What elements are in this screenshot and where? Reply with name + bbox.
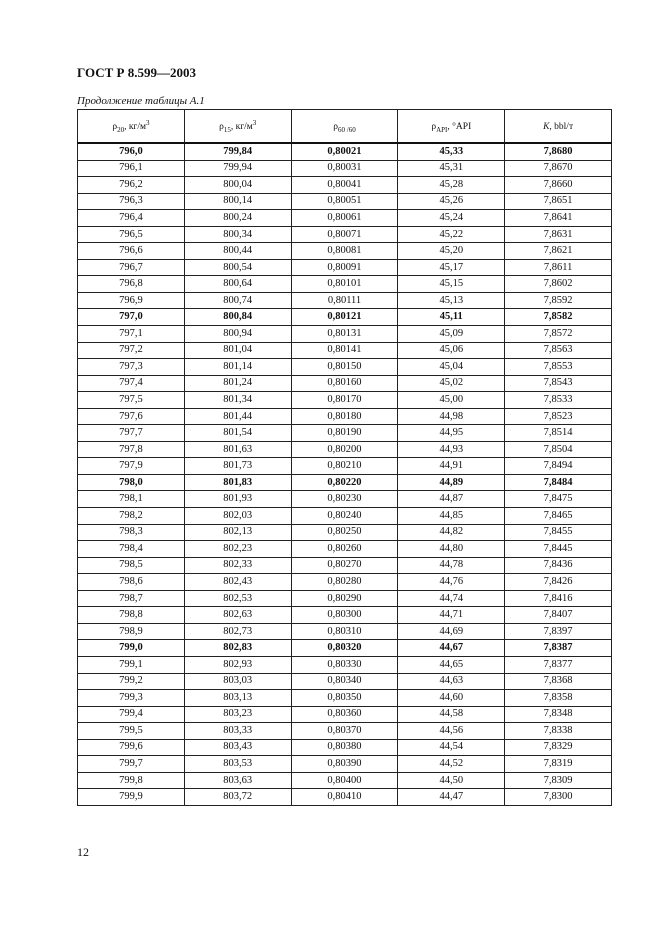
table-cell: 0,80310: [291, 623, 398, 640]
table-cell: 0,80290: [291, 590, 398, 607]
table-row: [78, 607, 612, 624]
table-cell: 7,8338: [505, 723, 612, 740]
table-cell: 796,1: [78, 160, 185, 177]
table-cell: 803,72: [184, 789, 291, 806]
column-header-rho20: $\rho_{20}$, $кг/м^3$: [78, 110, 185, 144]
table-row: [78, 342, 612, 359]
table-cell: 802,63: [184, 607, 291, 624]
table-cell: 800,64: [184, 276, 291, 293]
table-cell: 44,87: [398, 491, 505, 508]
table-row: [78, 590, 612, 607]
table-cell: 799,8: [78, 772, 185, 789]
table-row: [78, 243, 612, 260]
table-cell: 800,24: [184, 210, 291, 227]
table-cell: 797,8: [78, 441, 185, 458]
table-cell: 44,93: [398, 441, 505, 458]
table-cell: 798,7: [78, 590, 185, 607]
table-cell: 0,80081: [291, 243, 398, 260]
table-cell: 7,8670: [505, 160, 612, 177]
table-cell: 7,8572: [505, 326, 612, 343]
table-cell: 801,54: [184, 425, 291, 442]
table-cell: 44,63: [398, 673, 505, 690]
table-cell: 803,53: [184, 756, 291, 773]
table-cell: 799,0: [78, 640, 185, 657]
table-cell: 7,8494: [505, 458, 612, 475]
table-cell: 802,23: [184, 541, 291, 558]
table-cell: 44,82: [398, 524, 505, 541]
table-cell: 797,2: [78, 342, 185, 359]
table-cell: 800,04: [184, 177, 291, 194]
table-cell: 799,9: [78, 789, 185, 806]
table-row: [78, 557, 612, 574]
table-cell: 803,43: [184, 739, 291, 756]
table-cell: 802,73: [184, 623, 291, 640]
table-cell: 7,8465: [505, 508, 612, 525]
table-cell: 0,80340: [291, 673, 398, 690]
table-row: [78, 739, 612, 756]
table-cell: 800,54: [184, 259, 291, 276]
table-cell: 44,85: [398, 508, 505, 525]
table-cell: 44,76: [398, 574, 505, 591]
table-cell: 801,24: [184, 375, 291, 392]
table-cell: 7,8631: [505, 226, 612, 243]
table-cell: 7,8377: [505, 656, 612, 673]
table-row: [78, 276, 612, 293]
table-cell: 796,0: [78, 143, 185, 160]
table-cell: 7,8348: [505, 706, 612, 723]
table-cell: 44,47: [398, 789, 505, 806]
table-cell: 801,04: [184, 342, 291, 359]
table-cell: 0,80360: [291, 706, 398, 723]
table-cell: 44,78: [398, 557, 505, 574]
table-cell: 0,80370: [291, 723, 398, 740]
table-cell: 0,80150: [291, 359, 398, 376]
table-cell: 798,8: [78, 607, 185, 624]
table-cell: 799,6: [78, 739, 185, 756]
table-cell: 802,83: [184, 640, 291, 657]
table-cell: 0,80260: [291, 541, 398, 558]
table-cell: 798,1: [78, 491, 185, 508]
table-cell: 802,13: [184, 524, 291, 541]
table-cell: 45,28: [398, 177, 505, 194]
table-cell: 796,5: [78, 226, 185, 243]
table-cell: 800,84: [184, 309, 291, 326]
table-cell: 800,74: [184, 292, 291, 309]
table-cell: 7,8309: [505, 772, 612, 789]
table-cell: 797,3: [78, 359, 185, 376]
table-cell: 802,93: [184, 656, 291, 673]
table-cell: 7,8329: [505, 739, 612, 756]
table-cell: 797,1: [78, 326, 185, 343]
table-row: [78, 408, 612, 425]
table-cell: 44,58: [398, 706, 505, 723]
table-row: [78, 326, 612, 343]
table-cell: 0,80280: [291, 574, 398, 591]
table-cell: 800,94: [184, 326, 291, 343]
table-cell: 45,04: [398, 359, 505, 376]
table-cell: 0,80270: [291, 557, 398, 574]
table-cell: 7,8533: [505, 392, 612, 409]
table-cell: 796,6: [78, 243, 185, 260]
table-row: [78, 425, 612, 442]
table-cell: 0,80230: [291, 491, 398, 508]
table-cell: 803,33: [184, 723, 291, 740]
table-cell: 796,7: [78, 259, 185, 276]
table-row: [78, 491, 612, 508]
table-cell: 45,33: [398, 143, 505, 160]
table-cell: 7,8407: [505, 607, 612, 624]
table-cell: 7,8426: [505, 574, 612, 591]
table-cell: 7,8387: [505, 640, 612, 657]
table-cell: 7,8397: [505, 623, 612, 640]
table-cell: 798,0: [78, 474, 185, 491]
table-cell: 803,23: [184, 706, 291, 723]
table-cell: 7,8582: [505, 309, 612, 326]
table-cell: 0,80141: [291, 342, 398, 359]
table-cell: 7,8592: [505, 292, 612, 309]
table-cell: 0,80190: [291, 425, 398, 442]
document-title: ГОСТ Р 8.599—2003: [77, 65, 196, 80]
table-cell: 801,63: [184, 441, 291, 458]
table-cell: 44,60: [398, 690, 505, 707]
table-cell: 7,8475: [505, 491, 612, 508]
table-row: [78, 772, 612, 789]
table-cell: 7,8651: [505, 193, 612, 210]
table-cell: 0,80121: [291, 309, 398, 326]
table-cell: 798,3: [78, 524, 185, 541]
table-row: [78, 226, 612, 243]
column-header-rho15: $\rho_{15}$, $кг/м^3$: [184, 110, 291, 144]
table-row: [78, 375, 612, 392]
table-cell: 800,14: [184, 193, 291, 210]
table-cell: 7,8300: [505, 789, 612, 806]
table-cell: 0,80200: [291, 441, 398, 458]
table-cell: 0,80071: [291, 226, 398, 243]
table-cell: 801,34: [184, 392, 291, 409]
table-cell: 45,26: [398, 193, 505, 210]
table-row: [78, 690, 612, 707]
table-cell: 7,8455: [505, 524, 612, 541]
table-cell: 7,8543: [505, 375, 612, 392]
table-cell: 801,83: [184, 474, 291, 491]
table-cell: 802,33: [184, 557, 291, 574]
table-row: [78, 623, 612, 640]
table-cell: 7,8416: [505, 590, 612, 607]
table-cell: 7,8611: [505, 259, 612, 276]
column-header-rho-api: $\rho_{API}$, °API: [398, 110, 505, 144]
table-cell: 0,80131: [291, 326, 398, 343]
table-cell: 796,3: [78, 193, 185, 210]
table-cell: 44,95: [398, 425, 505, 442]
table-row: [78, 392, 612, 409]
table-row: [78, 756, 612, 773]
table-cell: 798,5: [78, 557, 185, 574]
table-cell: 44,74: [398, 590, 505, 607]
table-row: [78, 508, 612, 525]
table-cell: 45,17: [398, 259, 505, 276]
table-row: [78, 177, 612, 194]
density-table: [77, 109, 612, 806]
table-cell: 0,80320: [291, 640, 398, 657]
table-cell: 0,80330: [291, 656, 398, 673]
table-cell: 45,15: [398, 276, 505, 293]
table-cell: 0,80170: [291, 392, 398, 409]
table-row: [78, 656, 612, 673]
table-cell: 797,4: [78, 375, 185, 392]
table-row: [78, 474, 612, 491]
table-cell: 7,8358: [505, 690, 612, 707]
table-cell: 44,80: [398, 541, 505, 558]
table-row: [78, 193, 612, 210]
table-cell: 7,8484: [505, 474, 612, 491]
table-cell: 0,80061: [291, 210, 398, 227]
table-cell: 801,44: [184, 408, 291, 425]
table-row: [78, 309, 612, 326]
table-cell: 44,50: [398, 772, 505, 789]
table-cell: 797,7: [78, 425, 185, 442]
table-cell: 797,9: [78, 458, 185, 475]
table-cell: 0,80250: [291, 524, 398, 541]
table-row: [78, 723, 612, 740]
table-cell: 799,1: [78, 656, 185, 673]
table-row: [78, 458, 612, 475]
table-cell: 796,8: [78, 276, 185, 293]
table-cell: 44,65: [398, 656, 505, 673]
table-cell: 7,8680: [505, 143, 612, 160]
table-row: [78, 673, 612, 690]
table-cell: 0,80390: [291, 756, 398, 773]
table-cell: 7,8368: [505, 673, 612, 690]
table-cell: 796,2: [78, 177, 185, 194]
table-row: [78, 292, 612, 309]
table-cell: 801,93: [184, 491, 291, 508]
table-cell: 44,54: [398, 739, 505, 756]
table-cell: 45,11: [398, 309, 505, 326]
table-cell: 0,80051: [291, 193, 398, 210]
table-row: [78, 160, 612, 177]
page-number: 12: [77, 845, 89, 859]
table-row: [78, 210, 612, 227]
table-cell: 45,06: [398, 342, 505, 359]
table-cell: 797,0: [78, 309, 185, 326]
table-cell: 799,3: [78, 690, 185, 707]
table-cell: 0,80400: [291, 772, 398, 789]
table-cell: 7,8553: [505, 359, 612, 376]
table-cell: 797,6: [78, 408, 185, 425]
table-cell: 798,4: [78, 541, 185, 558]
table-row: [78, 706, 612, 723]
table-row: [78, 143, 612, 160]
table-cell: 799,5: [78, 723, 185, 740]
table-cell: 0,80210: [291, 458, 398, 475]
table-cell: 45,13: [398, 292, 505, 309]
table-cell: 44,67: [398, 640, 505, 657]
table-row: [78, 524, 612, 541]
table-cell: 0,80111: [291, 292, 398, 309]
table-cell: 797,5: [78, 392, 185, 409]
table-cell: 0,80091: [291, 259, 398, 276]
table-cell: 799,84: [184, 143, 291, 160]
table-cell: 0,80220: [291, 474, 398, 491]
table-cell: 801,73: [184, 458, 291, 475]
table-cell: 0,80240: [291, 508, 398, 525]
table-cell: 44,98: [398, 408, 505, 425]
table-cell: 796,9: [78, 292, 185, 309]
table-cell: 45,00: [398, 392, 505, 409]
table-cell: 7,8319: [505, 756, 612, 773]
table-header: [78, 110, 612, 144]
table-cell: 0,80380: [291, 739, 398, 756]
table-cell: 44,71: [398, 607, 505, 624]
table-cell: 7,8660: [505, 177, 612, 194]
table-cell: 798,9: [78, 623, 185, 640]
table-cell: 799,2: [78, 673, 185, 690]
table-cell: 7,8563: [505, 342, 612, 359]
table-cell: 7,8641: [505, 210, 612, 227]
table-cell: 800,34: [184, 226, 291, 243]
table-caption: Продолжение таблицы А.1: [77, 95, 205, 107]
table-cell: 45,24: [398, 210, 505, 227]
table-cell: 7,8445: [505, 541, 612, 558]
table-cell: 802,03: [184, 508, 291, 525]
table-cell: 803,63: [184, 772, 291, 789]
table-cell: 44,69: [398, 623, 505, 640]
table-row: [78, 574, 612, 591]
table-cell: 800,44: [184, 243, 291, 260]
table-cell: 796,4: [78, 210, 185, 227]
table-row: [78, 541, 612, 558]
table-row: [78, 640, 612, 657]
table-cell: 7,8514: [505, 425, 612, 442]
header-row: [78, 110, 612, 144]
table-row: [78, 789, 612, 806]
column-header-k: K, bbl/т: [505, 110, 612, 144]
table-cell: 802,43: [184, 574, 291, 591]
table-cell: 799,94: [184, 160, 291, 177]
table-cell: 0,80031: [291, 160, 398, 177]
table-cell: 44,89: [398, 474, 505, 491]
table-row: [78, 359, 612, 376]
table-cell: 0,80021: [291, 143, 398, 160]
table-cell: 799,7: [78, 756, 185, 773]
table-cell: 802,53: [184, 590, 291, 607]
table-cell: 45,20: [398, 243, 505, 260]
table-cell: 0,80180: [291, 408, 398, 425]
table-cell: 0,80041: [291, 177, 398, 194]
table-cell: 44,91: [398, 458, 505, 475]
table-cell: 0,80101: [291, 276, 398, 293]
table-row: [78, 441, 612, 458]
table-row: [78, 259, 612, 276]
table-cell: 45,02: [398, 375, 505, 392]
table-cell: 7,8436: [505, 557, 612, 574]
table-cell: 7,8602: [505, 276, 612, 293]
table-cell: 803,03: [184, 673, 291, 690]
table-body: [78, 143, 612, 805]
table-cell: 799,4: [78, 706, 185, 723]
table-cell: 7,8504: [505, 441, 612, 458]
table-cell: 7,8621: [505, 243, 612, 260]
table-cell: 798,2: [78, 508, 185, 525]
table-cell: 0,80350: [291, 690, 398, 707]
table-cell: 45,22: [398, 226, 505, 243]
table-cell: 0,80160: [291, 375, 398, 392]
table-cell: 45,31: [398, 160, 505, 177]
table-cell: 0,80410: [291, 789, 398, 806]
table-cell: 44,56: [398, 723, 505, 740]
table-cell: 45,09: [398, 326, 505, 343]
table-cell: 0,80300: [291, 607, 398, 624]
column-header-rho60-60: $\rho_{60 /60}$: [291, 110, 398, 144]
table-cell: 44,52: [398, 756, 505, 773]
table-cell: 798,6: [78, 574, 185, 591]
table-cell: 801,14: [184, 359, 291, 376]
table-cell: 803,13: [184, 690, 291, 707]
table-cell: 7,8523: [505, 408, 612, 425]
